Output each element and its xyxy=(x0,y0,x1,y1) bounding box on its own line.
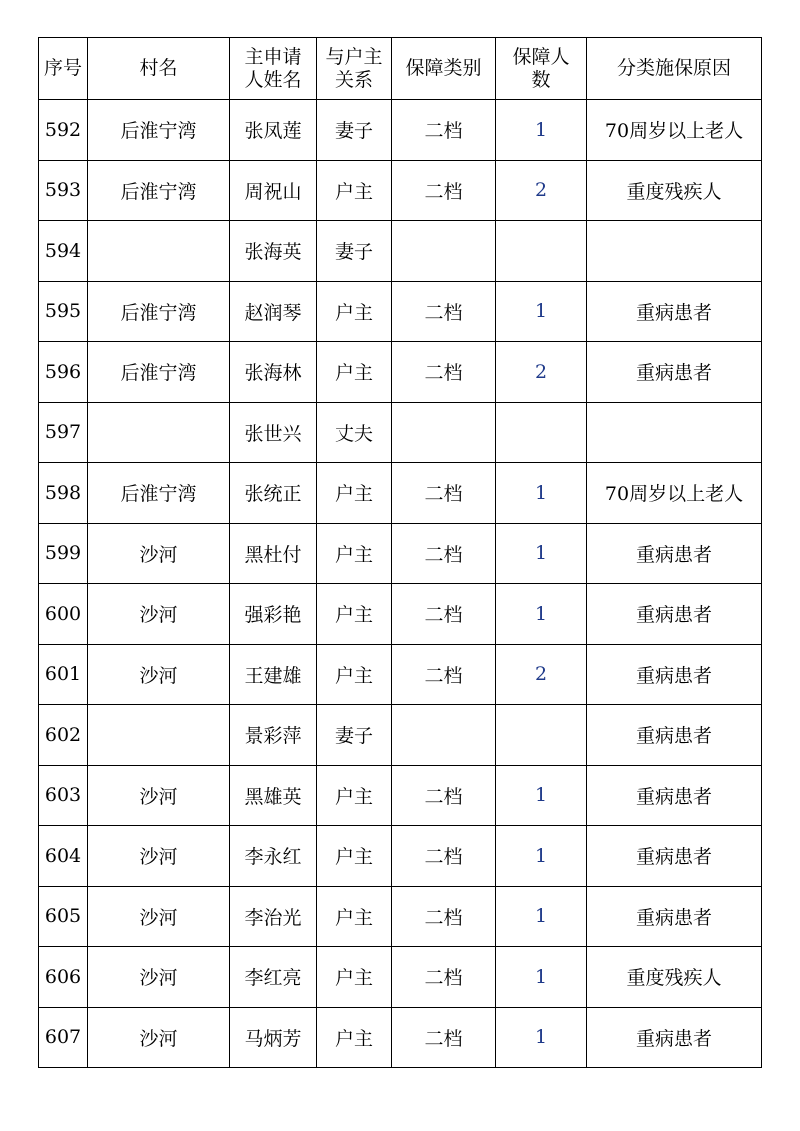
cell-applicant-name: 黑雄英 xyxy=(230,765,317,826)
cell-village xyxy=(88,402,230,463)
cell-category xyxy=(392,402,496,463)
cell-seq: 599 xyxy=(39,523,88,584)
table-row xyxy=(39,523,762,584)
cell-applicant-name: 赵润琴 xyxy=(230,281,317,342)
cell-count: 1 xyxy=(496,523,587,584)
cell-village xyxy=(88,705,230,766)
cell-seq: 601 xyxy=(39,644,88,705)
cell-count: 1 xyxy=(496,584,587,645)
header-applicant-line1: 主申请 xyxy=(244,45,302,68)
cell-village: 后淮宁湾 xyxy=(88,160,230,221)
cell-reason: 70周岁以上老人 xyxy=(587,463,762,524)
cell-relation: 户主 xyxy=(317,584,392,645)
cell-category xyxy=(392,705,496,766)
header-relation-line2: 关系 xyxy=(334,68,373,91)
cell-category: 二档 xyxy=(392,281,496,342)
cell-applicant-name: 强彩艳 xyxy=(230,584,317,645)
assistance-roster-table xyxy=(38,37,762,1068)
header-count xyxy=(496,38,587,100)
cell-reason: 70周岁以上老人 xyxy=(587,100,762,161)
cell-seq: 594 xyxy=(39,221,88,282)
cell-count: 1 xyxy=(496,826,587,887)
cell-applicant-name: 李红亮 xyxy=(230,947,317,1008)
cell-relation: 妻子 xyxy=(317,100,392,161)
cell-category: 二档 xyxy=(392,160,496,221)
cell-reason: 重病患者 xyxy=(587,644,762,705)
cell-relation: 户主 xyxy=(317,644,392,705)
table-body xyxy=(39,100,762,1068)
cell-seq: 597 xyxy=(39,402,88,463)
header-applicant xyxy=(230,38,317,100)
cell-category: 二档 xyxy=(392,1007,496,1068)
cell-applicant-name: 张海英 xyxy=(230,221,317,282)
cell-seq: 606 xyxy=(39,947,88,1008)
table-row xyxy=(39,463,762,524)
cell-category: 二档 xyxy=(392,765,496,826)
header-relation xyxy=(317,38,392,100)
cell-applicant-name: 王建雄 xyxy=(230,644,317,705)
cell-relation: 户主 xyxy=(317,523,392,584)
cell-reason: 重病患者 xyxy=(587,886,762,947)
header-applicant-line2: 人姓名 xyxy=(244,68,302,91)
header-row xyxy=(39,38,762,100)
cell-count xyxy=(496,705,587,766)
cell-category: 二档 xyxy=(392,100,496,161)
cell-village: 沙河 xyxy=(88,947,230,1008)
cell-count xyxy=(496,402,587,463)
cell-relation: 丈夫 xyxy=(317,402,392,463)
cell-category: 二档 xyxy=(392,947,496,1008)
cell-applicant-name: 李治光 xyxy=(230,886,317,947)
cell-count: 1 xyxy=(496,947,587,1008)
cell-village: 后淮宁湾 xyxy=(88,281,230,342)
table-row xyxy=(39,705,762,766)
cell-count xyxy=(496,221,587,282)
cell-count: 2 xyxy=(496,644,587,705)
cell-applicant-name: 张凤莲 xyxy=(230,100,317,161)
table-row xyxy=(39,886,762,947)
table-row xyxy=(39,584,762,645)
cell-village: 后淮宁湾 xyxy=(88,342,230,403)
cell-reason: 重度残疾人 xyxy=(587,160,762,221)
cell-relation: 户主 xyxy=(317,342,392,403)
cell-seq: 605 xyxy=(39,886,88,947)
cell-village: 后淮宁湾 xyxy=(88,100,230,161)
cell-applicant-name: 张统正 xyxy=(230,463,317,524)
cell-seq: 595 xyxy=(39,281,88,342)
header-count-line2: 数 xyxy=(531,68,551,91)
cell-relation: 户主 xyxy=(317,160,392,221)
cell-reason xyxy=(587,402,762,463)
table-row xyxy=(39,765,762,826)
table-row xyxy=(39,221,762,282)
header-count-line1: 保障人 xyxy=(512,45,570,68)
cell-count: 1 xyxy=(496,100,587,161)
cell-village: 沙河 xyxy=(88,765,230,826)
cell-relation: 户主 xyxy=(317,463,392,524)
cell-count: 1 xyxy=(496,281,587,342)
cell-category xyxy=(392,221,496,282)
cell-seq: 607 xyxy=(39,1007,88,1068)
table-row xyxy=(39,1007,762,1068)
cell-reason: 重病患者 xyxy=(587,826,762,887)
cell-village: 沙河 xyxy=(88,886,230,947)
cell-reason: 重病患者 xyxy=(587,342,762,403)
cell-applicant-name: 黑杜付 xyxy=(230,523,317,584)
cell-count: 1 xyxy=(496,463,587,524)
cell-category: 二档 xyxy=(392,644,496,705)
cell-category: 二档 xyxy=(392,342,496,403)
cell-reason xyxy=(587,221,762,282)
table-row xyxy=(39,402,762,463)
cell-reason: 重病患者 xyxy=(587,765,762,826)
cell-village: 沙河 xyxy=(88,1007,230,1068)
table-row xyxy=(39,160,762,221)
cell-relation: 户主 xyxy=(317,826,392,887)
cell-count: 1 xyxy=(496,1007,587,1068)
table-row xyxy=(39,826,762,887)
cell-count: 2 xyxy=(496,160,587,221)
cell-seq: 603 xyxy=(39,765,88,826)
cell-village: 沙河 xyxy=(88,523,230,584)
cell-applicant-name: 周祝山 xyxy=(230,160,317,221)
header-category: 保障类别 xyxy=(392,38,496,100)
cell-count: 2 xyxy=(496,342,587,403)
cell-village: 沙河 xyxy=(88,826,230,887)
cell-relation: 妻子 xyxy=(317,221,392,282)
cell-seq: 604 xyxy=(39,826,88,887)
cell-applicant-name: 张海林 xyxy=(230,342,317,403)
cell-category: 二档 xyxy=(392,826,496,887)
table-row xyxy=(39,947,762,1008)
table-row xyxy=(39,100,762,161)
header-seq: 序号 xyxy=(39,38,88,100)
cell-village xyxy=(88,221,230,282)
cell-reason: 重病患者 xyxy=(587,523,762,584)
cell-seq: 592 xyxy=(39,100,88,161)
cell-village: 沙河 xyxy=(88,644,230,705)
table-row xyxy=(39,281,762,342)
table-header xyxy=(39,38,762,100)
cell-relation: 户主 xyxy=(317,886,392,947)
header-reason: 分类施保原因 xyxy=(587,38,762,100)
cell-applicant-name: 李永红 xyxy=(230,826,317,887)
cell-relation: 户主 xyxy=(317,281,392,342)
cell-applicant-name: 张世兴 xyxy=(230,402,317,463)
cell-relation: 妻子 xyxy=(317,705,392,766)
cell-seq: 593 xyxy=(39,160,88,221)
cell-category: 二档 xyxy=(392,523,496,584)
cell-count: 1 xyxy=(496,765,587,826)
cell-reason: 重病患者 xyxy=(587,281,762,342)
cell-reason: 重病患者 xyxy=(587,705,762,766)
cell-reason: 重病患者 xyxy=(587,584,762,645)
header-relation-line1: 与户主 xyxy=(325,45,383,68)
cell-category: 二档 xyxy=(392,584,496,645)
cell-seq: 598 xyxy=(39,463,88,524)
cell-count: 1 xyxy=(496,886,587,947)
cell-relation: 户主 xyxy=(317,765,392,826)
cell-reason: 重病患者 xyxy=(587,1007,762,1068)
cell-applicant-name: 景彩萍 xyxy=(230,705,317,766)
cell-seq: 600 xyxy=(39,584,88,645)
cell-village: 后淮宁湾 xyxy=(88,463,230,524)
cell-category: 二档 xyxy=(392,886,496,947)
cell-seq: 602 xyxy=(39,705,88,766)
cell-category: 二档 xyxy=(392,463,496,524)
table-row xyxy=(39,644,762,705)
header-village: 村名 xyxy=(88,38,230,100)
cell-village: 沙河 xyxy=(88,584,230,645)
cell-reason: 重度残疾人 xyxy=(587,947,762,1008)
cell-relation: 户主 xyxy=(317,1007,392,1068)
cell-seq: 596 xyxy=(39,342,88,403)
cell-applicant-name: 马炳芳 xyxy=(230,1007,317,1068)
table-row xyxy=(39,342,762,403)
cell-relation: 户主 xyxy=(317,947,392,1008)
